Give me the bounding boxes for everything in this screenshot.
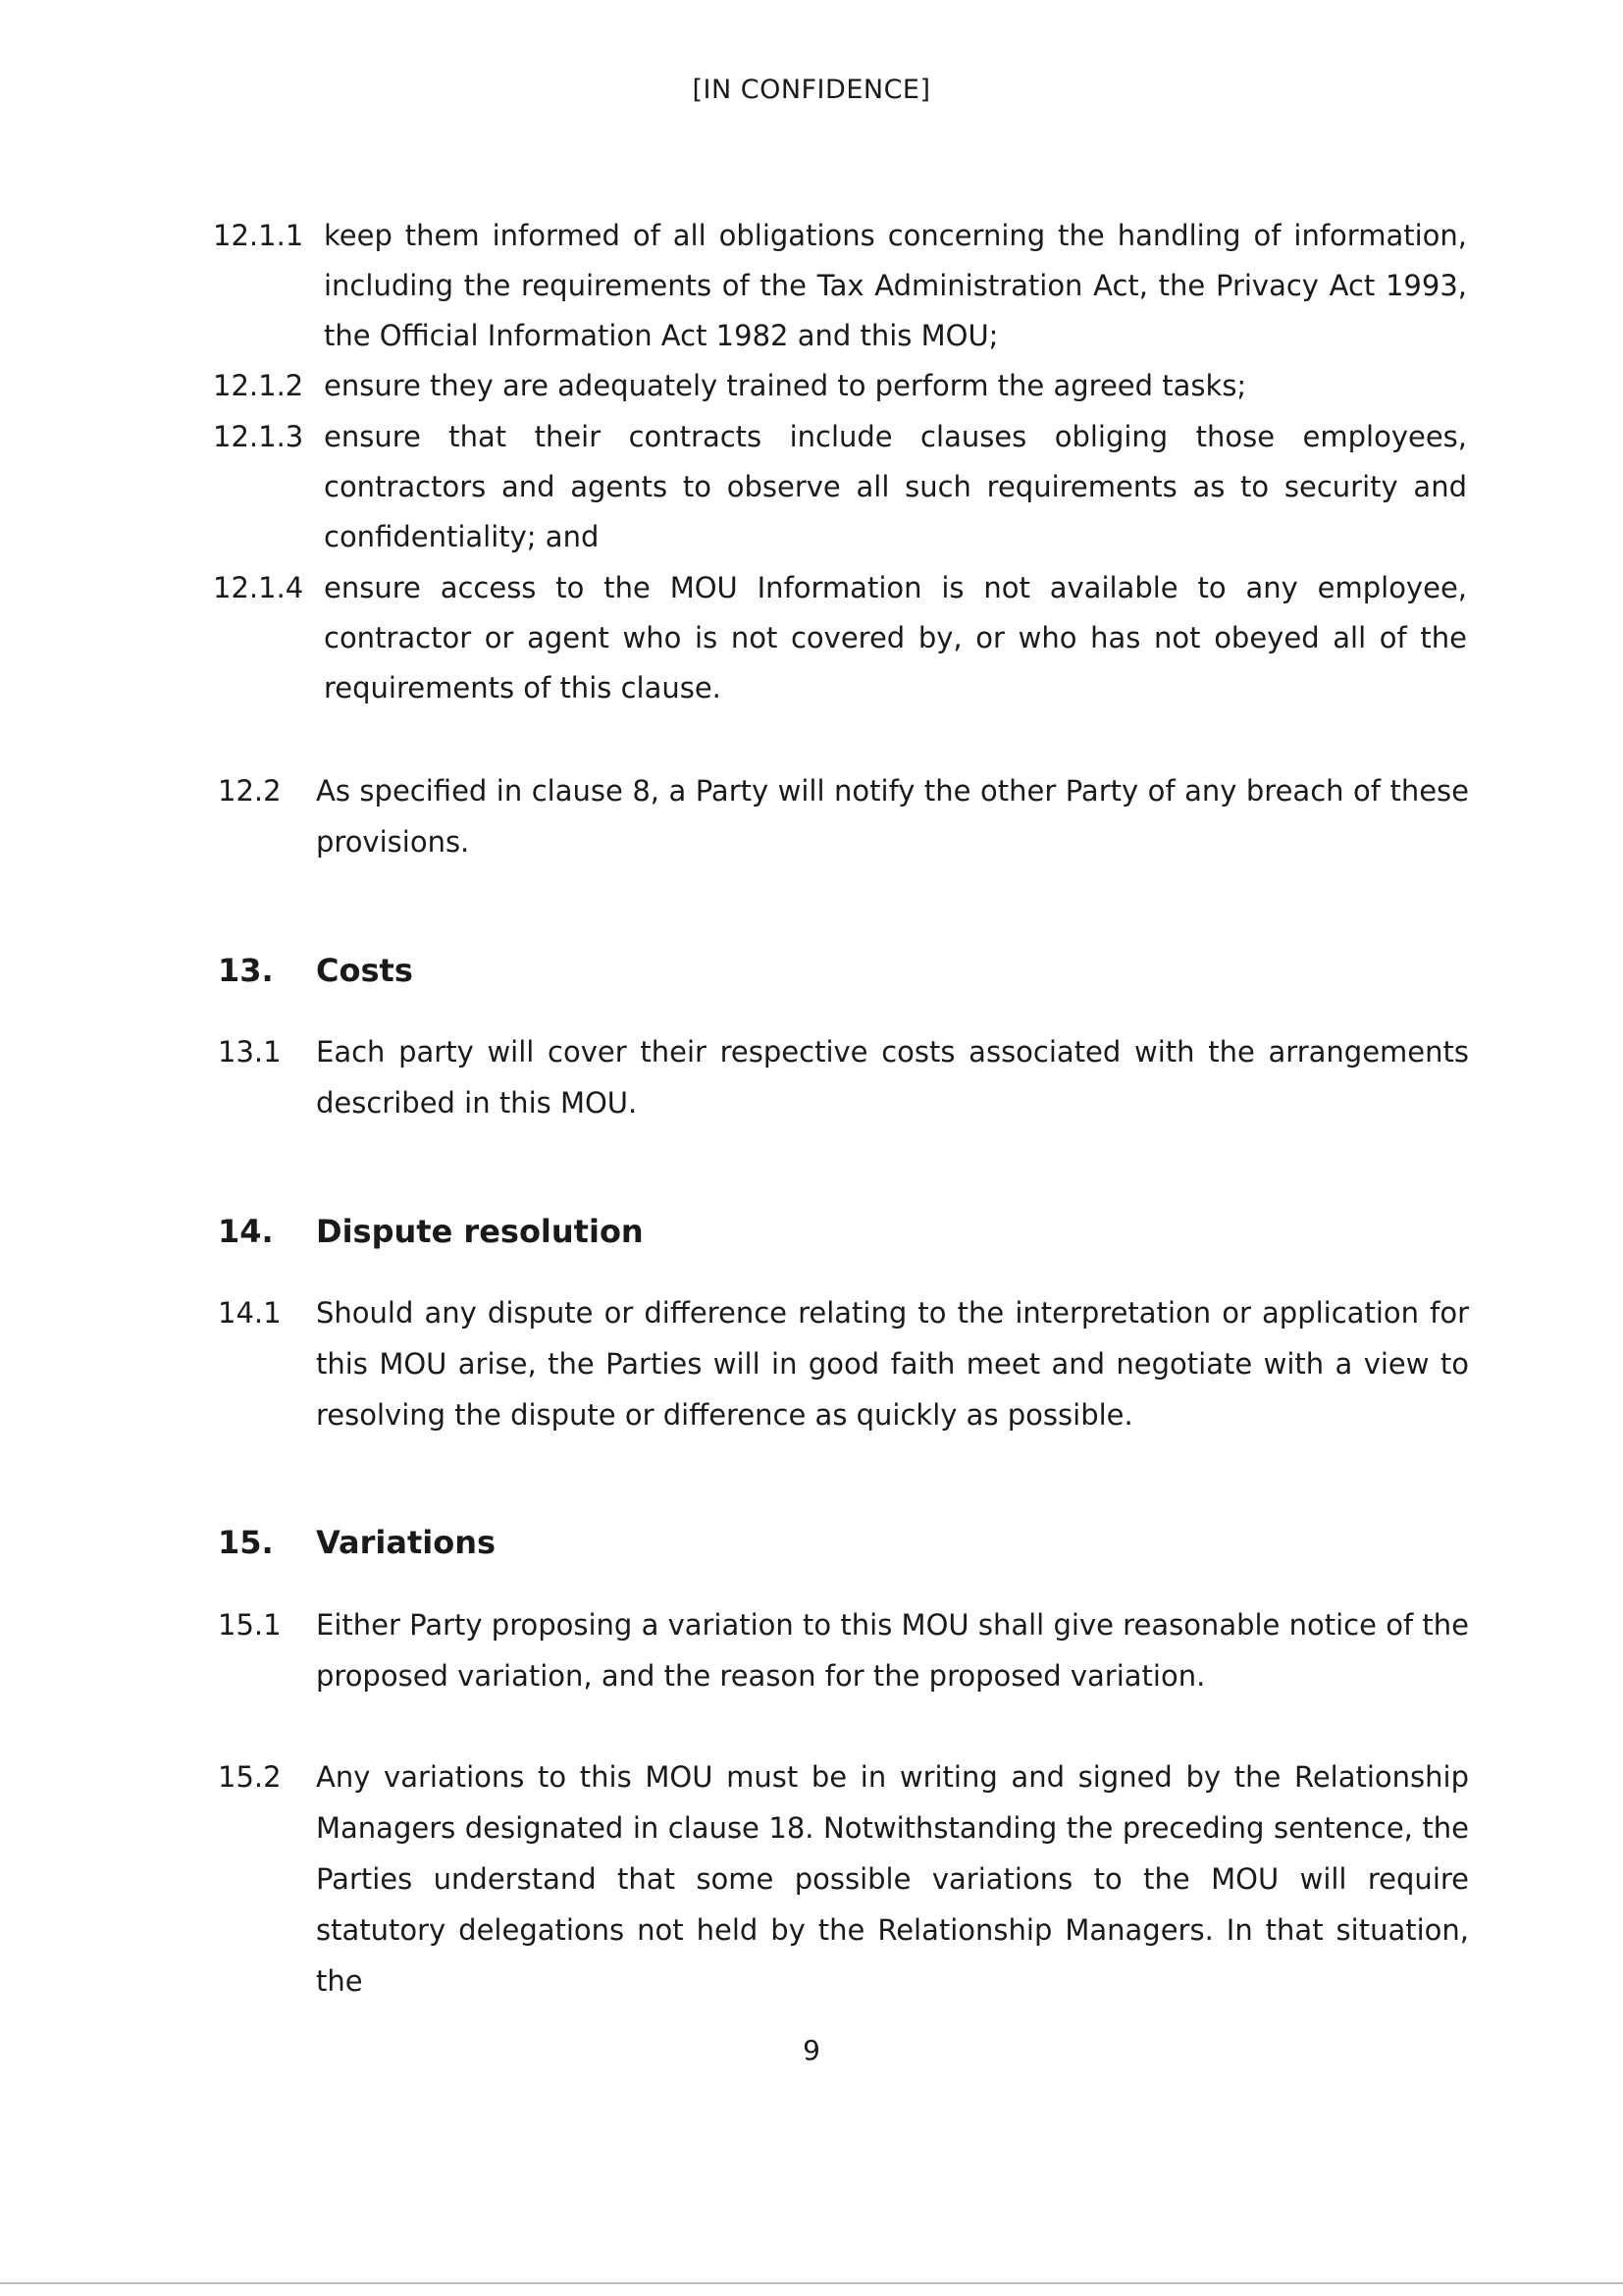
clause-15-1	[218, 1599, 1469, 1701]
clause-13-1	[218, 1026, 1469, 1128]
clause-12-1-1	[213, 211, 1467, 361]
clause-text: keep them informed of all obligations concerning the handling of information, including the requirements of the Tax Administration Act, the Privacy Act 1993, the Official Information Act 1982 and this MOU;	[324, 219, 1467, 352]
clause-14-1	[218, 1287, 1469, 1440]
clause-text: ensure that their contracts include clauses obliging those employees, contractors and agents to observe all such requirements as to security and confidentiality; and	[324, 420, 1467, 553]
clause-12-1-2	[213, 361, 1467, 411]
section-number: 13.	[218, 952, 274, 989]
clause-number: 13.1	[218, 1035, 282, 1069]
section-title: Dispute resolution	[316, 1213, 644, 1250]
section-heading-dispute-resolution	[218, 1213, 644, 1250]
page-number: 9	[803, 2034, 820, 2066]
clause-text: Should any dispute or difference relating to the interpretation or application for this MOU arise, the Parties will in good faith meet and negotiate with a view to resolving the dispute or difference as quickly as possible.	[316, 1296, 1469, 1432]
clause-number: 12.1.4	[213, 571, 304, 604]
clause-number: 15.1	[218, 1608, 282, 1642]
section-number: 15.	[218, 1524, 274, 1561]
confidentiality-header: [IN CONFIDENCE]	[692, 75, 931, 105]
section-title: Costs	[316, 952, 413, 989]
clause-text: ensure they are adequately trained to perform the agreed tasks;	[324, 369, 1247, 402]
scan-edge-line	[0, 2282, 1623, 2284]
section-heading-variations	[218, 1524, 496, 1561]
clause-number: 12.1.1	[213, 219, 304, 252]
clause-number: 14.1	[218, 1296, 282, 1330]
clause-15-2	[218, 1751, 1469, 2007]
clause-number: 12.1.2	[213, 369, 304, 402]
clause-number: 12.1.3	[213, 420, 304, 453]
clause-text: Any variations to this MOU must be in writing and signed by the Relationship Managers designated in clause 18. Notwithstanding the preceding sentence, the Parties understand that some possible variations to the MOU will require statutory delegations not held by the Relationship Managers. In that situation, the	[316, 1760, 1469, 1998]
clause-12-1-3	[213, 412, 1467, 562]
clause-text: As specified in clause 8, a Party will notify the other Party of any breach of these provisions.	[316, 774, 1469, 859]
clause-number: 12.2	[218, 774, 282, 808]
section-heading-costs	[218, 952, 413, 989]
clause-text: Either Party proposing a variation to this MOU shall give reasonable notice of the proposed variation, and the reason for the proposed variation.	[316, 1608, 1469, 1693]
clause-12-1-4	[213, 563, 1467, 713]
clause-number: 15.2	[218, 1760, 282, 1794]
clause-12-2	[218, 765, 1469, 867]
clause-text: ensure access to the MOU Information is not available to any employee, contractor or agent who is not covered by, or who has not obeyed all of the requirements of this clause.	[324, 571, 1467, 704]
section-number: 14.	[218, 1213, 274, 1250]
section-title: Variations	[316, 1524, 497, 1561]
clause-text: Each party will cover their respective costs associated with the arrangements described in this MOU.	[316, 1035, 1469, 1120]
